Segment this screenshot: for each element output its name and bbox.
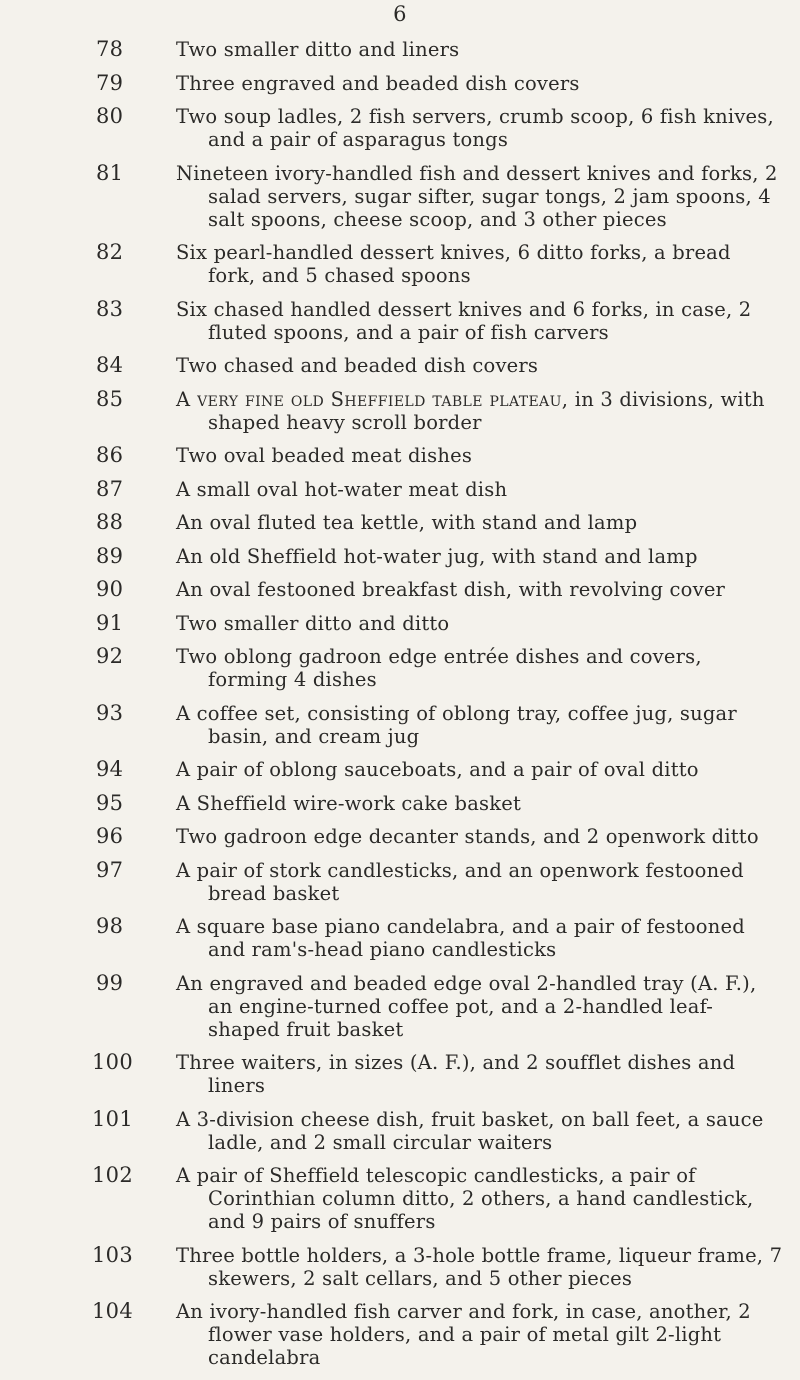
lot-entry — [96, 162, 784, 231]
lot-entry — [96, 388, 784, 434]
lot-entry — [96, 825, 784, 848]
lot-entry — [96, 241, 784, 287]
lot-number: 93 — [96, 700, 124, 725]
lot-number: 84 — [96, 353, 124, 377]
lot-entry — [96, 511, 784, 534]
lot-description: An old Sheffield hot-water jug, with stand and lamp — [176, 544, 698, 568]
lot-entry — [96, 478, 784, 501]
lot-entry — [92, 1106, 784, 1154]
lot-entry — [96, 792, 784, 815]
lot-description: A pair of Sheffield telescopic candlesticks, a pair of Corinthian column ditto, 2 others, a hand candlestick, and 9 pairs of snuffers — [176, 1164, 754, 1233]
lot-number: 81 — [96, 160, 124, 185]
lot-entry — [92, 1050, 784, 1097]
lot-description: Three waiters, in sizes (A. F.), and 2 soufflet dishes and liners — [176, 1051, 736, 1097]
lot-number: 90 — [96, 577, 124, 601]
lot-number: 78 — [96, 37, 124, 61]
lot-description: Three bottle holders, a 3-hole bottle frame, liqueur frame, 7 skewers, 2 salt cellars, and 5 other pieces — [176, 1243, 783, 1290]
lot-description: A very fine old Sheffield table plateau, in 3 divisions, with shaped heavy scroll border — [176, 387, 765, 434]
lot-number: 97 — [96, 857, 124, 882]
lot-entry — [92, 1163, 784, 1233]
lot-description: Two gadroon edge decanter stands, and 2 openwork ditto — [176, 825, 759, 848]
lot-number: 83 — [96, 296, 124, 321]
lot-entry — [92, 1299, 784, 1369]
page-number: 6 — [393, 2, 407, 26]
lot-number: 87 — [96, 476, 124, 501]
lot-number: 94 — [96, 757, 124, 781]
lot-entry — [96, 859, 784, 905]
lot-description: Two smaller ditto and liners — [176, 38, 460, 61]
lot-entry — [96, 972, 784, 1041]
lot-number: 91 — [96, 610, 124, 635]
lot-number: 89 — [96, 543, 124, 568]
lot-number: 85 — [96, 386, 124, 411]
lot-number: 80 — [96, 104, 124, 128]
lot-list — [92, 37, 784, 1380]
lot-entry — [96, 578, 784, 601]
lot-description-emphasis: A very fine old Sheffield table plateau, — [176, 387, 569, 411]
lot-entry — [96, 354, 784, 377]
lot-number: 101 — [92, 1106, 133, 1131]
lot-number: 103 — [92, 1242, 133, 1267]
lot-entry — [96, 545, 784, 568]
lot-description: Two oblong gadroon edge entrée dishes and covers, forming 4 dishes — [176, 645, 702, 691]
lot-description: Two chased and beaded dish covers — [176, 354, 539, 377]
lot-number: 95 — [96, 790, 124, 815]
lot-description: An engraved and beaded edge oval 2-handled tray (A. F.), an engine-turned coffee pot, and a 2-handled leaf-shaped fruit basket — [176, 971, 757, 1041]
lot-description: Two soup ladles, 2 fish servers, crumb scoop, 6 fish knives, and a pair of asparagus tongs — [176, 105, 774, 151]
lot-description: A 3-division cheese dish, fruit basket, on ball feet, a sauce ladle, and 2 small circular waiters — [176, 1107, 764, 1154]
lot-entry — [96, 702, 784, 748]
lot-description: A pair of oblong sauceboats, and a pair of oval ditto — [176, 758, 699, 781]
lot-entry — [96, 105, 784, 151]
lot-description: An oval festooned breakfast dish, with revolving cover — [176, 578, 726, 601]
lot-description: An ivory-handled fish carver and fork, in case, another, 2 flower vase holders, and a pair of metal gilt 2-light candelabra — [176, 1300, 751, 1369]
lot-description: Two oval beaded meat dishes — [176, 444, 473, 467]
lot-description: Six pearl-handled dessert knives, 6 ditto forks, a bread fork, and 5 chased spoons — [176, 241, 731, 287]
lot-number: 82 — [96, 240, 124, 264]
lot-description: An oval fluted tea kettle, with stand and lamp — [176, 511, 638, 534]
lot-number: 79 — [96, 70, 124, 95]
lot-number: 102 — [92, 1163, 133, 1187]
lot-entry — [96, 915, 784, 961]
lot-entry — [92, 1242, 784, 1290]
lot-number: 92 — [96, 644, 124, 668]
lot-description: Two smaller ditto and ditto — [176, 611, 450, 635]
lot-description: A coffee set, consisting of oblong tray, coffee jug, sugar basin, and cream jug — [176, 701, 737, 748]
lot-entry — [96, 645, 784, 691]
lot-entry — [96, 72, 784, 95]
lot-number: 98 — [96, 914, 124, 938]
lot-description: A small oval hot-water meat dish — [176, 477, 508, 501]
lot-description: A Sheffield wire-work cake basket — [176, 791, 522, 815]
lot-number: 96 — [96, 824, 124, 848]
lot-entry — [96, 444, 784, 467]
lot-description: A pair of stork candlesticks, and an openwork festooned bread basket — [176, 858, 744, 905]
lot-number: 88 — [96, 510, 124, 534]
lot-number: 86 — [96, 443, 124, 467]
lot-description: A square base piano candelabra, and a pair of festooned and ram's-head piano candlesticks — [176, 915, 745, 961]
lot-entry — [96, 758, 784, 781]
lot-description: Six chased handled dessert knives and 6 forks, in case, 2 fluted spoons, and a pair of fish carvers — [176, 297, 752, 344]
lot-number: 100 — [92, 1050, 133, 1074]
lot-description: Three engraved and beaded dish covers — [176, 71, 580, 95]
lot-entry — [96, 298, 784, 344]
lot-number: 104 — [92, 1299, 133, 1323]
lot-description: Nineteen ivory-handled fish and dessert knives and forks, 2 salad servers, sugar sifter, sugar tongs, 2 jam spoons, 4 salt spoons, cheese scoop, and 3 other pieces — [176, 161, 778, 231]
lot-entry — [96, 38, 784, 61]
lot-number: 99 — [96, 970, 124, 995]
lot-entry — [96, 612, 784, 635]
